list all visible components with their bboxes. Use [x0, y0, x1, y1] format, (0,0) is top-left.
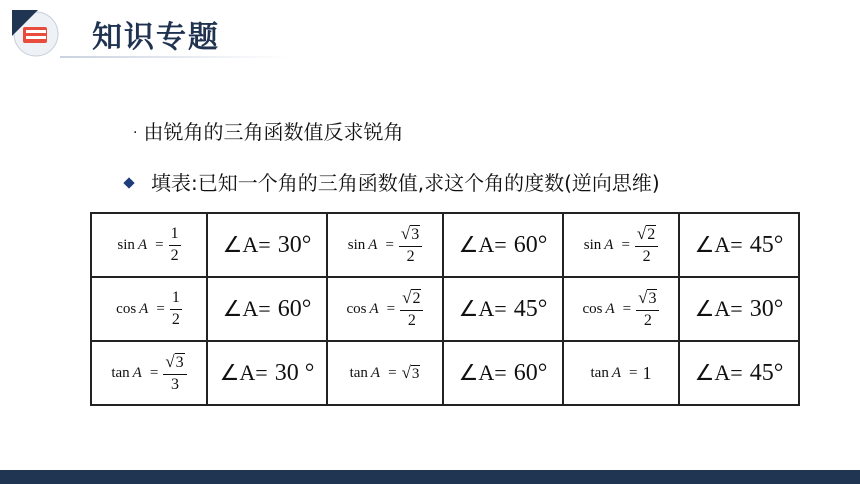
fraction: √ 2 2: [400, 289, 423, 329]
numerator: 1: [171, 289, 180, 307]
function-cell: [91, 213, 207, 277]
function-cell: [563, 277, 679, 341]
equals-sign: =: [622, 300, 632, 317]
angle-value: 30 °: [274, 359, 315, 386]
angle-value: 60°: [513, 359, 548, 386]
function-cell: [327, 277, 443, 341]
trig-table: [90, 212, 800, 406]
bullet-text-1: 由锐角的三角函数值反求锐角: [143, 120, 404, 144]
function-cell: [91, 341, 207, 405]
header: [0, 0, 860, 80]
radicand: 3: [411, 225, 420, 243]
radicand: 2: [412, 289, 421, 307]
bullet-text-2: 填表:已知一个角的三角函数值,求这个角的度数(逆向思维): [151, 171, 660, 195]
angle-value: 45°: [749, 359, 784, 386]
answer-cell: [207, 213, 327, 277]
fraction: [169, 225, 181, 264]
radicand: 3: [648, 289, 657, 307]
fraction: √ 3 2: [399, 225, 422, 265]
angle-label: ∠A=: [694, 296, 743, 321]
bullet-item-1: [133, 116, 403, 145]
radicand: 3: [175, 353, 184, 371]
angle-value: 60°: [513, 231, 548, 258]
table-row: [91, 213, 799, 277]
radicand: 2: [647, 225, 656, 243]
function-name: sin: [347, 236, 366, 253]
fraction: [170, 289, 182, 328]
value: 1: [642, 362, 652, 383]
answer-cell: [443, 213, 563, 277]
fraction: √ 3 2: [636, 289, 659, 329]
equals-sign: =: [156, 300, 165, 317]
equals-sign: =: [629, 364, 638, 381]
angle-label: ∠A=: [458, 232, 507, 257]
numerator: 1: [170, 225, 179, 243]
denominator: 2: [407, 311, 416, 329]
function-cell: [563, 341, 679, 405]
angle-label: ∠A=: [694, 232, 743, 257]
answer-cell: [443, 277, 563, 341]
function-cell: [327, 213, 443, 277]
angle-label: ∠A=: [222, 296, 271, 321]
answer-cell: [679, 341, 799, 405]
angle-variable: A: [139, 300, 149, 317]
fraction: √ 2 2: [635, 225, 658, 265]
equals-sign: =: [386, 300, 396, 317]
function-name: tan: [111, 364, 130, 381]
answer-cell: [207, 341, 327, 405]
angle-variable: A: [611, 364, 622, 381]
title-divider: [60, 56, 290, 58]
diamond-bullet-icon: [123, 177, 134, 188]
angle-variable: A: [604, 236, 614, 253]
function-name: sin: [583, 236, 602, 253]
angle-value: 45°: [749, 231, 784, 258]
table-row: [91, 341, 799, 405]
function-name: tan: [590, 364, 609, 381]
equals-sign: =: [385, 236, 394, 253]
angle-value: 60°: [277, 295, 312, 322]
answer-cell: [679, 277, 799, 341]
angle-variable: A: [605, 300, 615, 317]
fraction: √ 3 3: [163, 353, 186, 393]
page-title: 知识专题: [92, 20, 220, 55]
angle-label: ∠A=: [458, 296, 507, 321]
answer-cell: [679, 213, 799, 277]
function-name: sin: [117, 236, 135, 253]
function-name: cos: [346, 300, 367, 317]
denominator: 3: [170, 375, 179, 393]
function-cell: [327, 341, 443, 405]
angle-value: 30°: [749, 295, 784, 322]
angle-variable: A: [137, 236, 148, 253]
angle-label: ∠A=: [458, 360, 507, 385]
sqrt-expression: √ 3: [401, 363, 420, 382]
answer-cell: [207, 277, 327, 341]
function-cell: [91, 277, 207, 341]
denominator: 2: [171, 311, 180, 328]
angle-label: ∠A=: [219, 360, 268, 385]
function-name: cos: [582, 300, 603, 317]
angle-variable: A: [369, 300, 379, 317]
function-name: cos: [116, 300, 137, 317]
angle-value: 45°: [513, 295, 548, 322]
radicand: 3: [411, 366, 420, 382]
answer-cell: [443, 341, 563, 405]
dot-bullet-icon: ·: [133, 125, 138, 141]
bullet-item-2: [125, 167, 660, 196]
table-row: [91, 277, 799, 341]
angle-variable: A: [370, 364, 381, 381]
denominator: 2: [642, 247, 651, 265]
footer-bar: [0, 470, 860, 484]
angle-variable: A: [368, 236, 378, 253]
denominator: 2: [643, 311, 652, 329]
equals-sign: =: [621, 236, 630, 253]
book-logo-icon: [12, 10, 60, 58]
function-cell: [563, 213, 679, 277]
angle-label: ∠A=: [694, 360, 743, 385]
denominator: 2: [170, 247, 179, 264]
angle-label: ∠A=: [222, 232, 271, 257]
equals-sign: =: [149, 364, 159, 381]
equals-sign: =: [155, 236, 164, 253]
function-name: tan: [349, 364, 368, 381]
angle-value: 30°: [277, 231, 312, 258]
denominator: 2: [406, 247, 415, 265]
angle-variable: A: [132, 364, 142, 381]
equals-sign: =: [388, 364, 397, 381]
